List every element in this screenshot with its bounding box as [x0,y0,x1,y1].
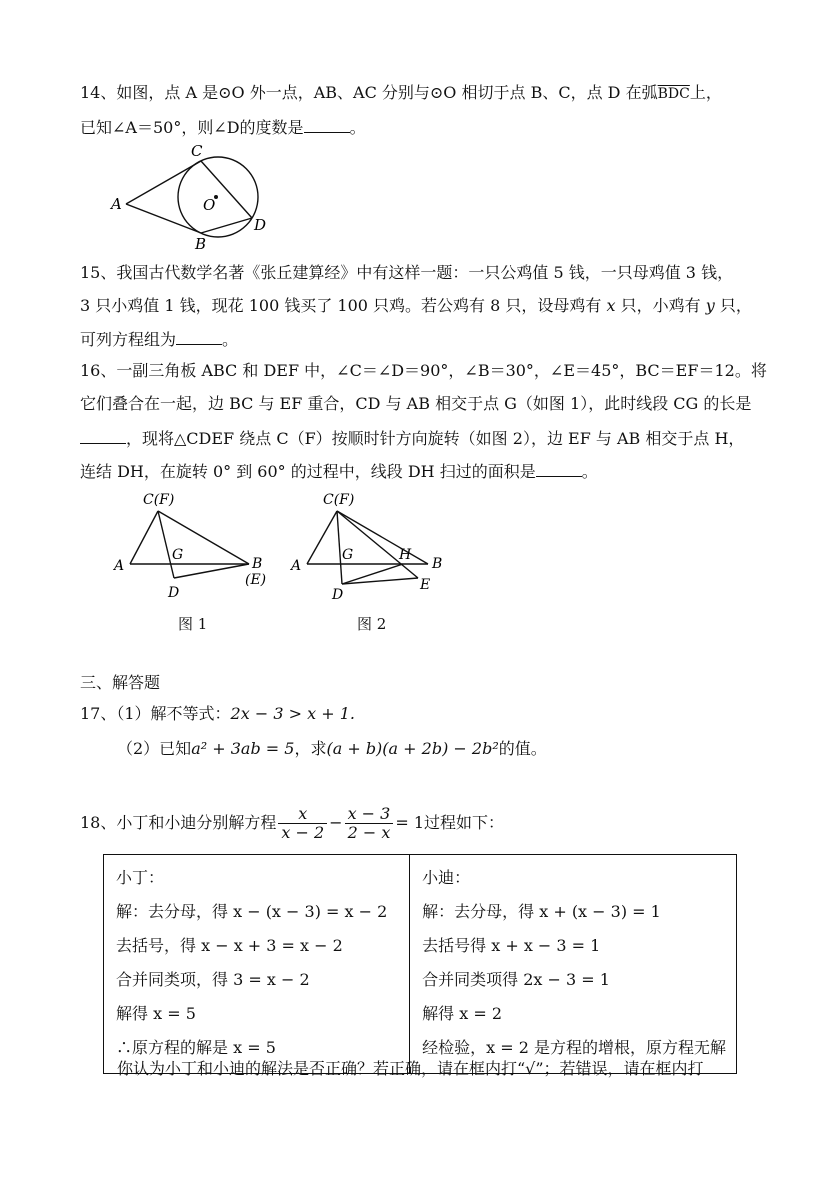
q14-arc: $\overline{BDC}$ [657,86,690,102]
q14-label-d: D [254,216,267,234]
xiaoding-line: 小丁： [116,868,165,887]
fig2-label-h: H [399,547,412,563]
q17-p2-post: 的值。 [498,739,547,758]
q18-frac2-num: x − 3 [345,805,394,824]
q17-part2 [117,738,547,760]
fig2-label-g: G [342,547,354,563]
xiaoding-line: 合并同类项，得 3 = x − 2 [116,970,310,989]
xiaodi-solution [410,855,737,1074]
q17-p1-inequality: 2x − 3 > x + 1. [230,704,355,723]
q17-part1 [80,703,355,725]
fig2-label-d: D [332,587,344,603]
q16-text3: ，现将△CDEF 绕点 C（F）按顺时针方向旋转（如图 2），边 EF 与 AB 相交于点 H， [126,429,745,448]
q15-text2c: 只， [714,296,752,315]
q14-text1-end: 上， [689,83,722,102]
q16-line4 [80,460,598,483]
q17-p2-condition: a² + 3ab = 5 [191,739,295,758]
q18-eq: = 1 [395,813,425,832]
q18-fraction-2 [345,805,394,842]
q14-label-o: O [203,196,216,214]
q15-line2 [80,295,752,317]
fig2-label-a: A [291,558,302,574]
q14-tangent-ab [126,204,201,233]
q14-line1 [80,82,722,105]
q14-text2-end: 。 [349,118,366,137]
xiaoding-line: 解：去分母，得 x − (x − 3) = x − 2 [116,902,388,921]
fig1-caption: 图 1 [178,615,208,633]
q16-line3 [80,427,744,450]
q14-answer-blank[interactable] [304,116,350,133]
q15-line3 [80,328,238,351]
fig2-caption: 图 2 [357,615,387,633]
fig2-label-b: B [432,556,443,572]
q14-line2 [80,116,366,139]
fig1-label-b: B [252,556,263,572]
fig1-label-g: G [172,547,184,563]
q18-frac2-den: 2 − x [347,823,391,842]
q16-answer-blank-area[interactable] [536,460,582,477]
fig1-label-e: (E) [245,572,267,588]
fig1-db [174,564,249,578]
fig2-ca [307,511,337,564]
q15-var-x: x [606,296,616,315]
q16-line1: 16、一副三角板 ABC 和 DEF 中，∠C＝∠D＝90°，∠B＝30°，∠E＝45°，BC＝EF＝12。将 [80,361,767,380]
q18-solutions-table [103,854,737,1074]
q14-label-c: C [191,142,203,160]
q14-tangent-ac [126,161,201,204]
q16-text4: 连结 DH，在旋转 0° 到 60° 的过程中，线段 DH 扫过的面积是 [80,462,536,481]
fig1-label-d: D [168,585,180,601]
q18-frac1-num: x [278,805,327,824]
q15-text3-end: 。 [222,330,239,349]
q16-answer-blank-cg[interactable] [80,427,126,444]
section-3-heading: 三、解答题 [80,673,161,692]
q16-line2: 它们叠合在一起，边 BC 与 EF 重合，CD 与 AB 相交于点 G（如图 1），此时线段 CG 的长是 [80,394,752,413]
q18-fraction-1 [278,805,327,842]
q18-footer: 你认为小丁和小迪的解法是否正确？若正确，请在框内打“√”；若错误，请在框内打 [117,1059,704,1078]
q18-prompt [80,800,504,846]
q16-text4-end: 。 [581,462,598,481]
q14-text2: 已知∠A＝50°，则∠D的度数是 [80,118,304,137]
q15-text2b: 只，小鸡有 [615,296,706,315]
xiaodi-line: 经检验，x = 2 是方程的增根，原方程无解 [422,1038,726,1057]
q15-var-y: y [705,296,715,315]
fig1-label-cf: C(F) [143,492,175,508]
q14-label-b: B [195,235,207,252]
q14-label-a: A [111,195,122,213]
q15-text2a: 3 只小鸡值 1 钱，现花 100 钱买了 100 只鸡。若公鸡有 8 只，设母鸡有 [80,296,607,315]
q16-figure-2 [287,486,452,606]
q16-figure-1 [110,486,275,606]
xiaodi-line: 解得 x = 2 [422,1004,502,1023]
q18-frac1-den: x − 2 [281,823,325,842]
q18-minus: − [329,813,343,832]
xiaodi-line: 合并同类项得 2x − 3 = 1 [422,970,610,989]
xiaodi-line: 去括号得 x + x − 3 = 1 [422,936,601,955]
xiaoding-line: 解得 x = 5 [116,1004,196,1023]
fig1-label-a: A [114,558,125,574]
fig1-ca [130,511,158,564]
xiaoding-line: ∴原方程的解是 x = 5 [116,1038,276,1057]
q18-post: 过程如下： [424,813,505,832]
xiaoding-solution [104,855,410,1074]
fig2-label-e: E [420,577,431,593]
fig2-de [342,578,418,584]
q15-answer-blank[interactable] [176,328,222,345]
xiaoding-line: 去括号，得 x − x + 3 = x − 2 [116,936,343,955]
q14-figure [108,142,283,252]
xiaodi-line: 解：去分母，得 x + (x − 3) = 1 [422,902,661,921]
fig1-cd [158,511,174,578]
q17-p2-text: （2）已知 [117,739,192,758]
q17-p2-mid: ，求 [294,739,327,758]
q15-text3: 可列方程组为 [80,330,177,349]
q14-chord-bd [201,218,252,233]
fig2-ce [337,511,418,578]
q17-p1-text: 17、（1）解不等式： [80,704,231,723]
q15-line1: 15、我国古代数学名著《张丘建算经》中有这样一题：一只公鸡值 5 钱，一只母鸡值 3 钱， [80,263,734,282]
q14-text1: 14、如图，点 A 是⊙O 外一点，AB、AC 分别与⊙O 相切于点 B、C，点 D 在弧 [80,83,658,102]
q18-pre: 18、小丁和小迪分别解方程 [80,813,277,832]
xiaodi-line: 小迪： [422,868,471,887]
fig2-label-cf: C(F) [323,492,355,508]
q17-p2-expression: (a + b)(a + 2b) − 2b² [326,739,499,758]
